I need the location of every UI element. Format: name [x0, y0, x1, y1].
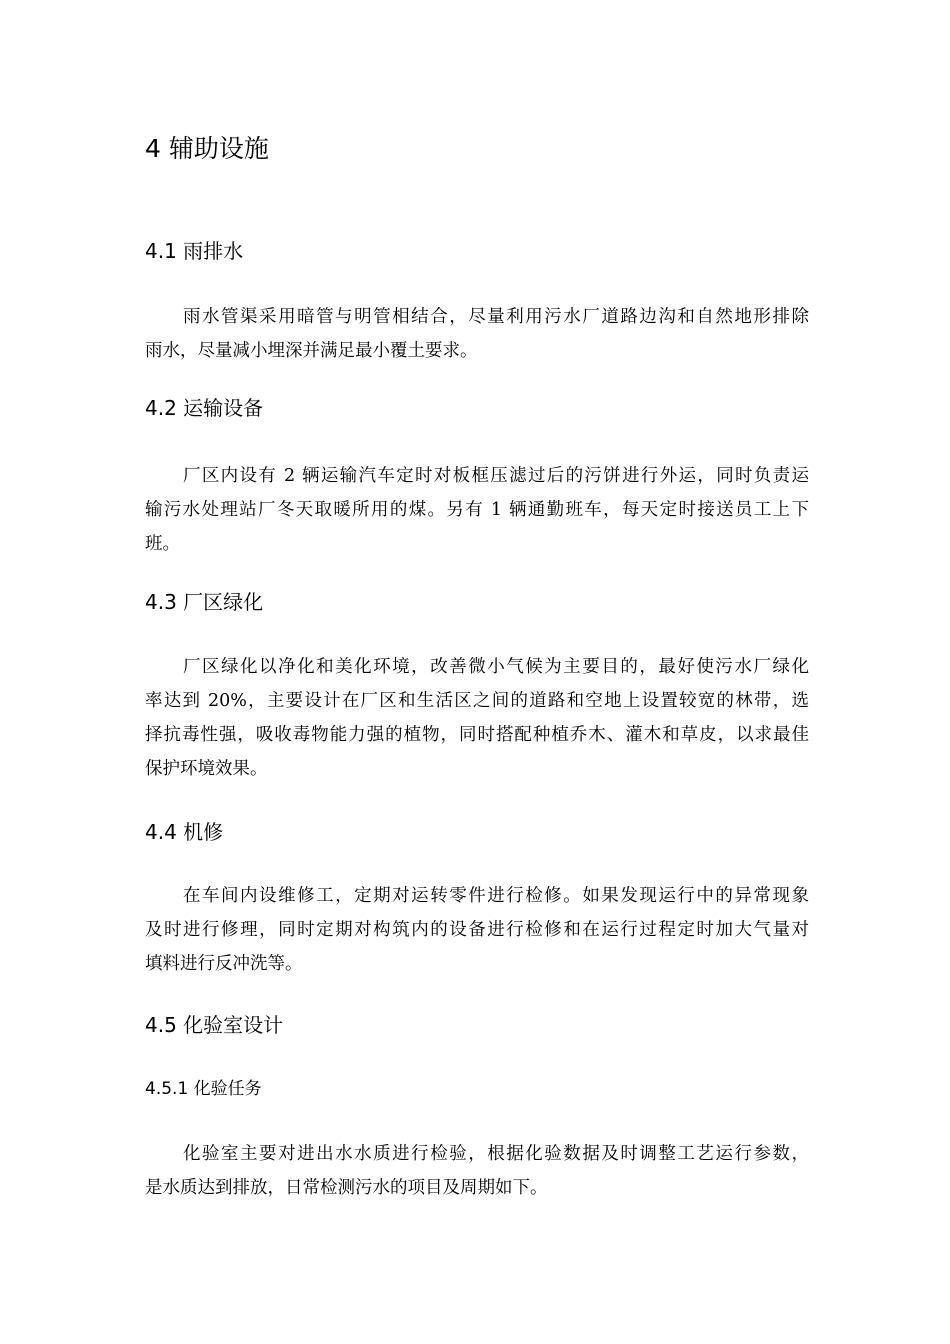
body-line: 及时进行修理，同时定期对构筑内的设备进行检修和在运行过程定时加大气量对 [145, 920, 809, 940]
body-line: 在车间内设维修工，定期对运转零件进行检修。如果发现运行中的异常现象 [183, 886, 809, 906]
subsection-title-4-5-1: 4.5.1 化验任务 [145, 1079, 262, 1099]
body-line: 率达到 20%，主要设计在厂区和生活区之间的道路和空地上设置较宽的林带，选 [145, 691, 809, 711]
section-title-4-1: 4.1 雨排水 [145, 239, 244, 263]
body-line: 择抗毒性强，吸收毒物能力强的植物，同时搭配种植乔木、灌木和草皮，以求最佳 [145, 725, 809, 745]
body-line: 输污水处理站厂冬天取暖所用的煤。另有 1 辆通勤班车，每天定时接送员工上下 [145, 500, 809, 520]
body-line: 填料进行反冲洗等。 [145, 954, 303, 974]
body-line: 厂区绿化以净化和美化环境，改善微小气候为主要目的，最好使污水厂绿化 [183, 657, 809, 677]
body-line: 班。 [145, 534, 180, 554]
section-title-4-2: 4.2 运输设备 [145, 396, 264, 420]
section-body-4-1 [145, 300, 809, 368]
body-line: 保护环境效果。 [145, 759, 268, 779]
section-title-4-4: 4.4 机修 [145, 820, 224, 844]
subsection-body-4-5-1 [145, 1137, 809, 1205]
section-title-4-5: 4.5 化验室设计 [145, 1013, 284, 1037]
section-title-4-3: 4.3 厂区绿化 [145, 590, 264, 614]
body-line: 雨水，尽量减小埋深并满足最小覆土要求。 [145, 341, 478, 361]
section-body-4-4 [145, 879, 809, 981]
body-line: 化验室主要对进出水水质进行检验，根据化验数据及时调整工艺运行参数， [183, 1144, 809, 1164]
section-body-4-3 [145, 650, 809, 786]
body-line: 是水质达到排放，日常检测污水的项目及周期如下。 [145, 1178, 548, 1198]
body-line: 雨水管渠采用暗管与明管相结合，尽量利用污水厂道路边沟和自然地形排除 [183, 307, 809, 327]
section-body-4-2 [145, 459, 809, 561]
chapter-heading: 4 辅助设施 [145, 134, 269, 163]
body-line: 厂区内设有 2 辆运输汽车定时对板框压滤过后的污饼进行外运，同时负责运 [183, 466, 809, 486]
document-page [145, 0, 809, 1344]
